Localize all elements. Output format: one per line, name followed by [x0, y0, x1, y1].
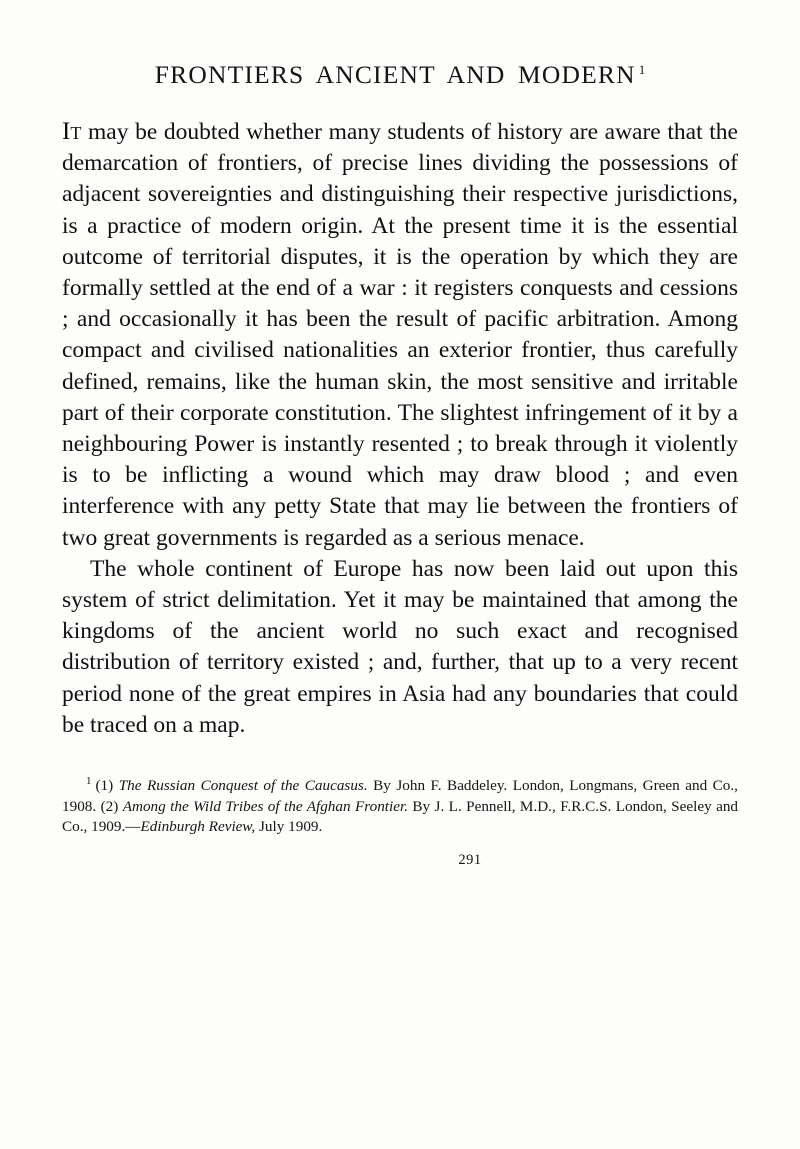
- paragraph-2-text: The whole continent of Europe has now been laid out upon this system of strict delimitation. Yet it may be maintained that among the kingdoms of the ancient world no such exact and recognised distribution of territory existed ; and, further, that up to a very recent period none of the great empires in Asia had any boundaries that could be traced on a map.: [62, 555, 738, 738]
- paragraph-1: [62, 116, 738, 554]
- footnote-segment-4-title: Among the Wild Tribes of the Afghan Frontier.: [122, 797, 408, 815]
- paragraph-1-lead-smallcaps: It: [62, 118, 82, 145]
- body-text: [62, 116, 738, 741]
- footnote-segment-6-source: Edinburgh Review,: [140, 818, 256, 836]
- page-title-text: FRONTIERS ANCIENT AND MODERN: [154, 60, 636, 89]
- footnote-segment-5: By J. L. Pennell, M.D., F.R.C.S. London, Seeley and Co., 1909.—: [62, 797, 739, 836]
- title-footnote-reference: 1: [638, 61, 646, 77]
- paragraph-1-text: may be doubted whether many students of history are aware that the demarcation of frontiers, of precise lines dividing the possessions of adjacent sovereignties and distinguishing their respective jurisdictions, is a practice of modern origin. At the present time it is the essential outcome of territorial disputes, it is the operation by which they are formally settled at the end of a war : it registers conquests and cessions ; and occasionally it has been the result of pacific arbitration. Among compact and civilised nationalities an exterior frontier, thus carefully defined, remains, like the human skin, the most sensitive and irritable part of their corporate constitution. The slightest infringement of it by a neighbouring Power is instantly resented ; to break through it violently is to be inflicting a wound which may draw blood ; and even interference with any petty State that may lie between the frontiers of two great governments is regarded as a serious menace.: [62, 119, 738, 551]
- page-number: [62, 852, 738, 869]
- page-number-value: 291: [458, 851, 482, 868]
- footnote-segment-2-title: The Russian Conquest of the Caucasus.: [118, 777, 368, 795]
- page-title: [62, 60, 738, 90]
- paragraph-2: [62, 554, 738, 741]
- footnote-marker: 1: [86, 775, 92, 788]
- footnote: [62, 771, 738, 838]
- footnote-segment-7: July 1909.: [255, 818, 323, 836]
- footnote-segment-1: (1): [95, 777, 119, 795]
- footnote-segment-3: By John F. Baddeley. London, Longmans, Green and Co., 1908. (2): [62, 777, 738, 815]
